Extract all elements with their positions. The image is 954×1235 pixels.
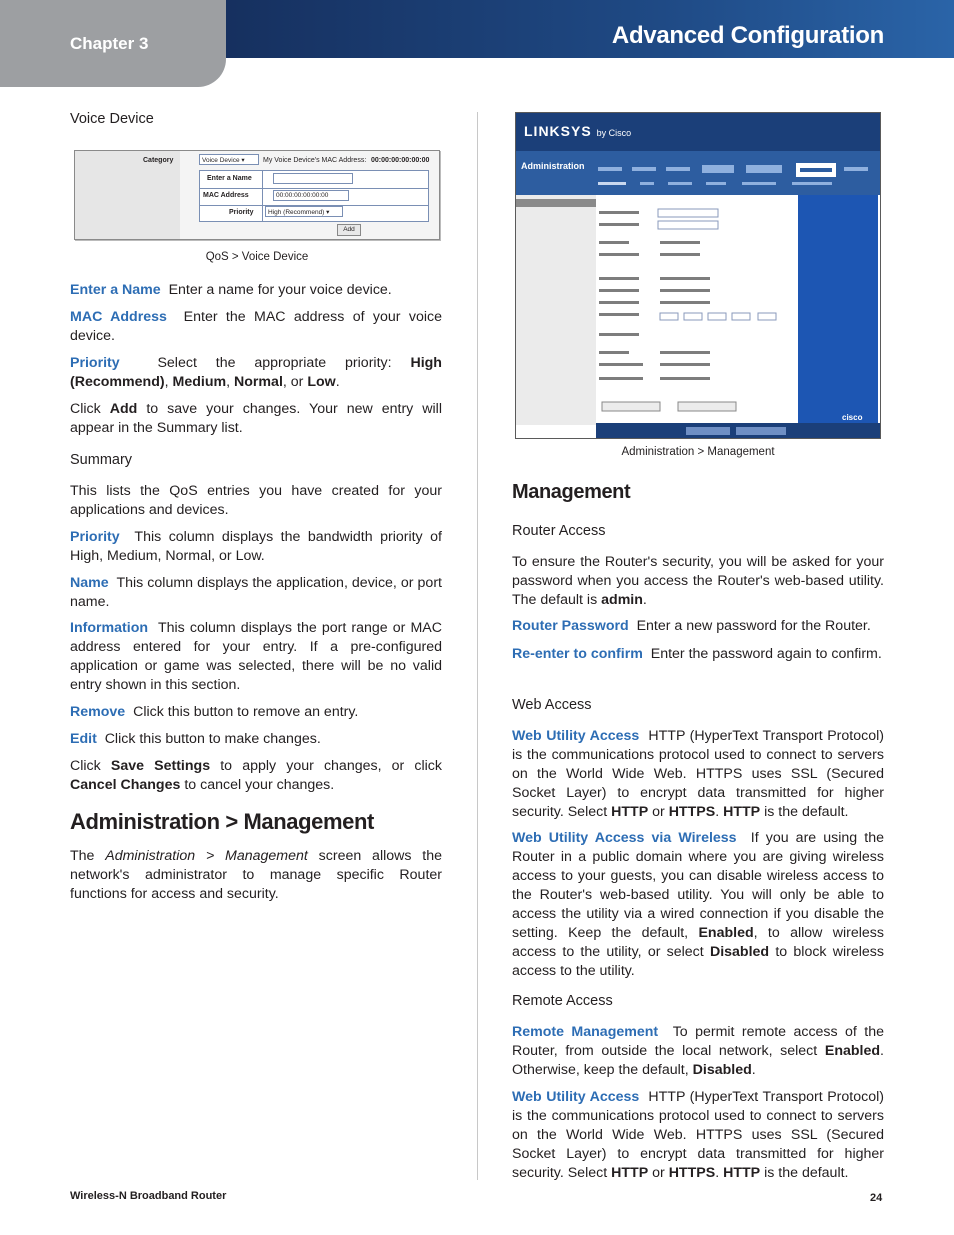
para-remove: Remove Click this button to remove an entry. bbox=[70, 704, 359, 720]
caption-admin: Administration > Management bbox=[621, 446, 775, 458]
figure-sidebar bbox=[516, 195, 596, 425]
mac-input[interactable]: 00:00:00:00:00:00 bbox=[273, 190, 349, 201]
footer-product: Wireless-N Broadband Router bbox=[70, 1190, 227, 1202]
qos-voice-device-figure bbox=[74, 150, 440, 240]
figure-sidebar-head bbox=[516, 199, 596, 207]
para-web-utility-access-remote: Web Utility Access HTTP (HyperText Transport Protocol) is the communications protocol used to connect to servers on the World Wide Web. HTTPS uses SSL (Secured Socket Layer) to encrypt data transmitted for higher security. Select HTTP or HTTPS. HTTP is the default. bbox=[512, 1089, 884, 1181]
chapter-label: Chapter 3 bbox=[70, 34, 149, 53]
router-access-heading: Router Access bbox=[512, 523, 606, 539]
para-router-password: Router Password Enter a new password for the Router. bbox=[512, 618, 871, 634]
para-web-utility-access: Web Utility Access HTTP (HyperText Transport Protocol) is the communications protocol used to connect to servers on the World Wide Web. HTTPS uses SSL (Secured Socket Layer) to encrypt data transmitted for higher security. Select HTTP or HTTPS. HTTP is the default. bbox=[512, 728, 884, 820]
chapter-tab bbox=[0, 0, 226, 87]
mac-info-value: 00:00:00:00:00:00 bbox=[371, 157, 430, 164]
category-label: Category bbox=[143, 157, 174, 164]
linksys-logo: LINKSYS by Cisco bbox=[524, 123, 632, 139]
add-button[interactable]: Add bbox=[337, 224, 361, 236]
para-web-utility-wireless: Web Utility Access via Wireless If you are using the Router in a public domain where you are giving wireless access to your guests, you can disable wireless access to the Router's web-based utility. You will only be able to access the utility via a wired connection if you disable the setting. Keep the default, Enabled, to allow wireless access to the utility, or select Disabled to block wireless access to the utility. bbox=[512, 830, 884, 979]
para-router-access: To ensure the Router's security, you will be asked for your password when you access the Router's web-based utility. The default is admin. bbox=[512, 554, 884, 608]
admin-management-figure bbox=[515, 112, 881, 439]
section-title: Advanced Configuration bbox=[611, 22, 884, 49]
mac-info-label: My Voice Device's MAC Address: bbox=[263, 157, 367, 164]
para-mac-address: MAC Address Enter the MAC address of your voice device. bbox=[70, 309, 443, 344]
name-label: Enter a Name bbox=[207, 175, 252, 182]
figure-bottom-bar bbox=[596, 423, 880, 439]
para-reenter: Re-enter to confirm Enter the password again to confirm. bbox=[512, 646, 882, 662]
mac-label: MAC Address bbox=[203, 192, 249, 199]
header-bar bbox=[226, 0, 954, 58]
management-heading: Management bbox=[512, 481, 631, 503]
name-input[interactable] bbox=[273, 173, 353, 184]
summary-heading: Summary bbox=[70, 452, 133, 468]
para-save: Click Save Settings to apply your changes, or click Cancel Changes to cancel your changes. bbox=[70, 758, 442, 793]
para-enter-name: Enter a Name Enter a name for your voice device. bbox=[70, 282, 392, 298]
para-name: Name This column displays the application, device, or port name. bbox=[70, 575, 442, 610]
figure-help-panel bbox=[798, 195, 878, 425]
figure-main-panel bbox=[596, 195, 796, 425]
figure-nav-title: Administration bbox=[521, 161, 585, 171]
para-priority: Priority Select the appropriate priority: High (Recommend), Medium, Normal, or Low. bbox=[70, 355, 442, 390]
figure-sub-tabs bbox=[596, 179, 876, 189]
para-admin: The Administration > Management screen allows the network's administrator to manage specific Router functions for access and security. bbox=[70, 848, 442, 902]
priority-select[interactable]: High (Recommend) ▾ bbox=[265, 206, 343, 217]
cisco-logo: cisco bbox=[842, 413, 863, 422]
figure-form-lines bbox=[596, 195, 796, 425]
para-add: Click Add to save your changes. Your new entry will appear in the Summary list. bbox=[70, 401, 442, 436]
remote-access-heading: Remote Access bbox=[512, 993, 613, 1009]
column-divider bbox=[477, 112, 478, 1180]
category-cell bbox=[75, 151, 180, 239]
caption-qos: QoS > Voice Device bbox=[205, 251, 309, 263]
voice-device-heading: Voice Device bbox=[70, 111, 154, 127]
category-select[interactable]: Voice Device ▾ bbox=[199, 154, 259, 165]
para-edit: Edit Click this button to make changes. bbox=[70, 731, 321, 747]
figure-nav-tabs bbox=[596, 163, 876, 177]
admin-heading: Administration > Management bbox=[70, 809, 374, 834]
web-access-heading: Web Access bbox=[512, 697, 592, 713]
para-summary: This lists the QoS entries you have created for your applications and devices. bbox=[70, 483, 442, 518]
para-remote-management: Remote Management To permit remote access of the Router, from outside the local network, select Enabled. Otherwise, keep the default, Disabled. bbox=[512, 1024, 884, 1078]
priority-label: Priority bbox=[229, 209, 254, 216]
para-summary-priority: Priority This column displays the bandwidth priority of High, Medium, Normal, or Low. bbox=[70, 529, 442, 564]
footer-page-number: 24 bbox=[870, 1192, 883, 1204]
para-information: Information This column displays the port range or MAC address entered for your entry. If a pre-configured application or game was selected, there will be no valid entry shown in this section. bbox=[70, 620, 442, 693]
